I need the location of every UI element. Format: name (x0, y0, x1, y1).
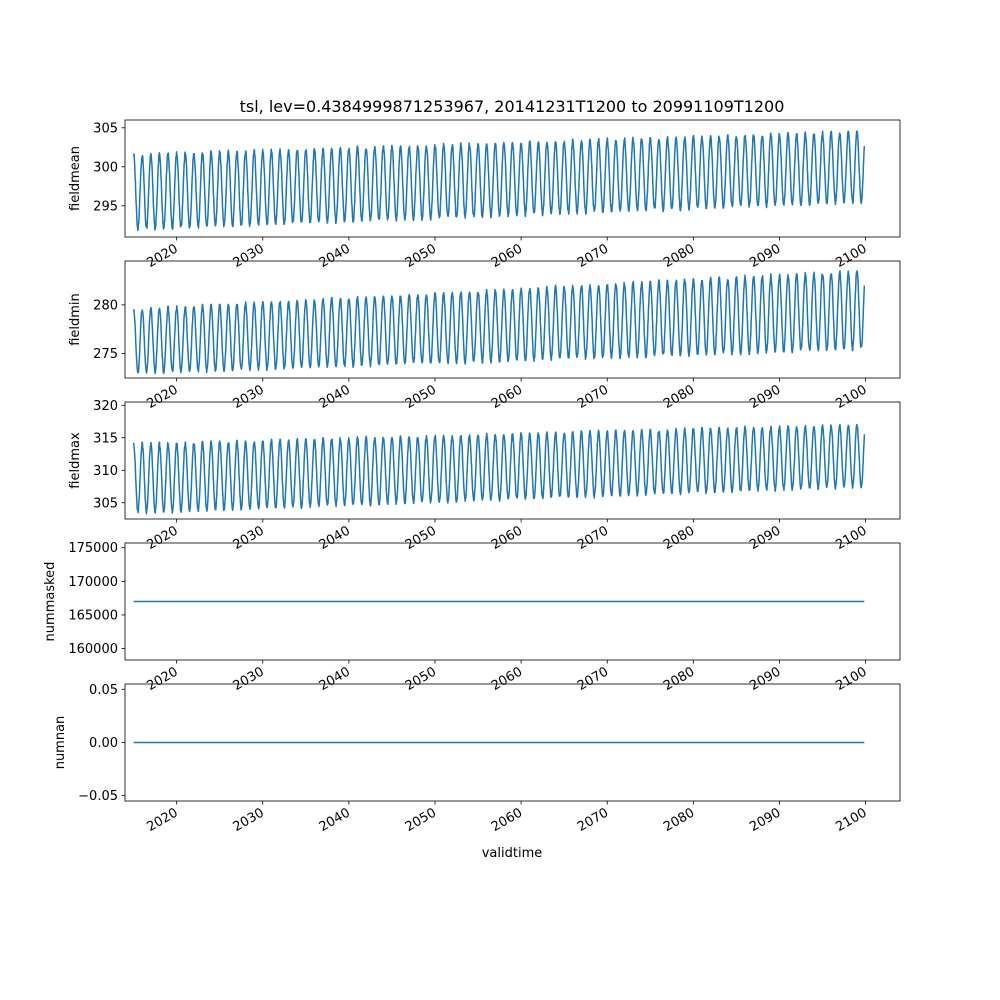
y-tick-label: 160000 (68, 642, 118, 658)
y-tick-label: 280 (93, 298, 118, 314)
x-tick-label: 2020 (144, 664, 181, 695)
subplot-stack (43, 120, 900, 835)
subplot-fieldmin (68, 261, 900, 412)
series-line-fieldmax (134, 425, 865, 514)
x-tick-label: 2060 (488, 523, 526, 554)
x-tick-label: 2090 (747, 523, 784, 554)
series-line-fieldmin (134, 271, 865, 373)
x-tick-label: 2060 (488, 382, 526, 413)
x-tick-label: 2070 (575, 523, 612, 554)
x-tick-label: 2100 (833, 664, 870, 695)
subplot-numnan (53, 683, 900, 835)
x-tick-label: 2040 (316, 664, 353, 695)
x-tick-label: 2050 (402, 805, 439, 836)
axes-frame (125, 261, 900, 378)
x-tick-label: 2030 (230, 664, 267, 695)
y-tick-label: 300 (93, 160, 118, 176)
axes-frame (125, 402, 900, 519)
x-tick-label: 2050 (402, 241, 439, 272)
x-tick-label: 2050 (402, 382, 439, 413)
x-tick-label: 2090 (747, 382, 784, 413)
x-tick-label: 2080 (661, 382, 698, 413)
y-axis-label: fieldmax (68, 432, 83, 489)
x-axis-label: validtime (481, 846, 543, 861)
subplot-fieldmean (68, 120, 900, 271)
x-tick-label: 2030 (230, 805, 267, 836)
y-axis-label: fieldmean (68, 146, 83, 211)
x-tick-label: 2020 (144, 241, 181, 272)
x-tick-label: 2060 (488, 664, 526, 695)
x-tick-label: 2070 (575, 664, 612, 695)
y-tick-label: 170000 (68, 574, 118, 590)
y-axis-label: numnan (53, 715, 68, 770)
y-axis-label: fieldmin (68, 293, 83, 346)
x-tick-label: 2080 (661, 664, 698, 695)
y-tick-label: 295 (93, 199, 118, 215)
x-tick-label: 2060 (488, 805, 526, 836)
x-tick-label: 2040 (316, 523, 353, 554)
axes-frame (125, 120, 900, 237)
y-tick-label: 0.00 (89, 736, 118, 751)
x-tick-label: 2040 (316, 382, 353, 413)
x-tick-label: 2090 (747, 241, 784, 272)
series-line-fieldmean (134, 131, 865, 230)
x-tick-label: 2080 (661, 241, 698, 272)
x-tick-label: 2020 (144, 523, 181, 554)
subplot-fieldmax (68, 399, 900, 553)
x-tick-label: 2090 (747, 664, 784, 695)
x-tick-label: 2030 (230, 382, 267, 413)
x-tick-label: 2050 (402, 664, 439, 695)
x-tick-label: 2100 (833, 241, 870, 272)
y-tick-label: 315 (93, 431, 118, 447)
x-tick-label: 2100 (833, 523, 870, 554)
x-tick-label: 2030 (230, 241, 267, 272)
y-tick-label: 305 (93, 121, 118, 137)
y-tick-label: 175000 (68, 541, 118, 557)
x-tick-label: 2080 (661, 805, 698, 836)
y-tick-label: 320 (93, 398, 118, 414)
x-tick-label: 2060 (488, 241, 526, 272)
x-tick-label: 2100 (833, 805, 870, 836)
y-tick-label: 275 (93, 347, 118, 363)
chart-title: tsl, lev=0.4384999871253967, 20141231T1200 to 20991109T1200 (239, 97, 785, 116)
x-tick-label: 2040 (316, 241, 353, 272)
x-tick-label: 2020 (144, 805, 181, 836)
x-tick-label: 2050 (402, 523, 439, 554)
x-tick-label: 2070 (575, 241, 612, 272)
y-tick-label: 0.05 (89, 682, 118, 698)
y-tick-label: −0.05 (78, 789, 118, 805)
x-tick-label: 2070 (575, 805, 612, 836)
y-tick-label: 310 (93, 463, 118, 479)
subplot-nummasked (43, 541, 900, 694)
x-tick-label: 2080 (661, 523, 698, 554)
x-tick-label: 2070 (575, 382, 612, 413)
x-tick-label: 2100 (833, 382, 870, 413)
x-tick-label: 2030 (230, 523, 267, 554)
x-tick-label: 2020 (144, 382, 181, 413)
y-tick-label: 305 (93, 496, 118, 512)
x-tick-label: 2040 (316, 805, 353, 836)
y-tick-label: 165000 (68, 608, 118, 624)
y-axis-label: nummasked (43, 561, 58, 642)
x-tick-label: 2090 (747, 805, 784, 836)
